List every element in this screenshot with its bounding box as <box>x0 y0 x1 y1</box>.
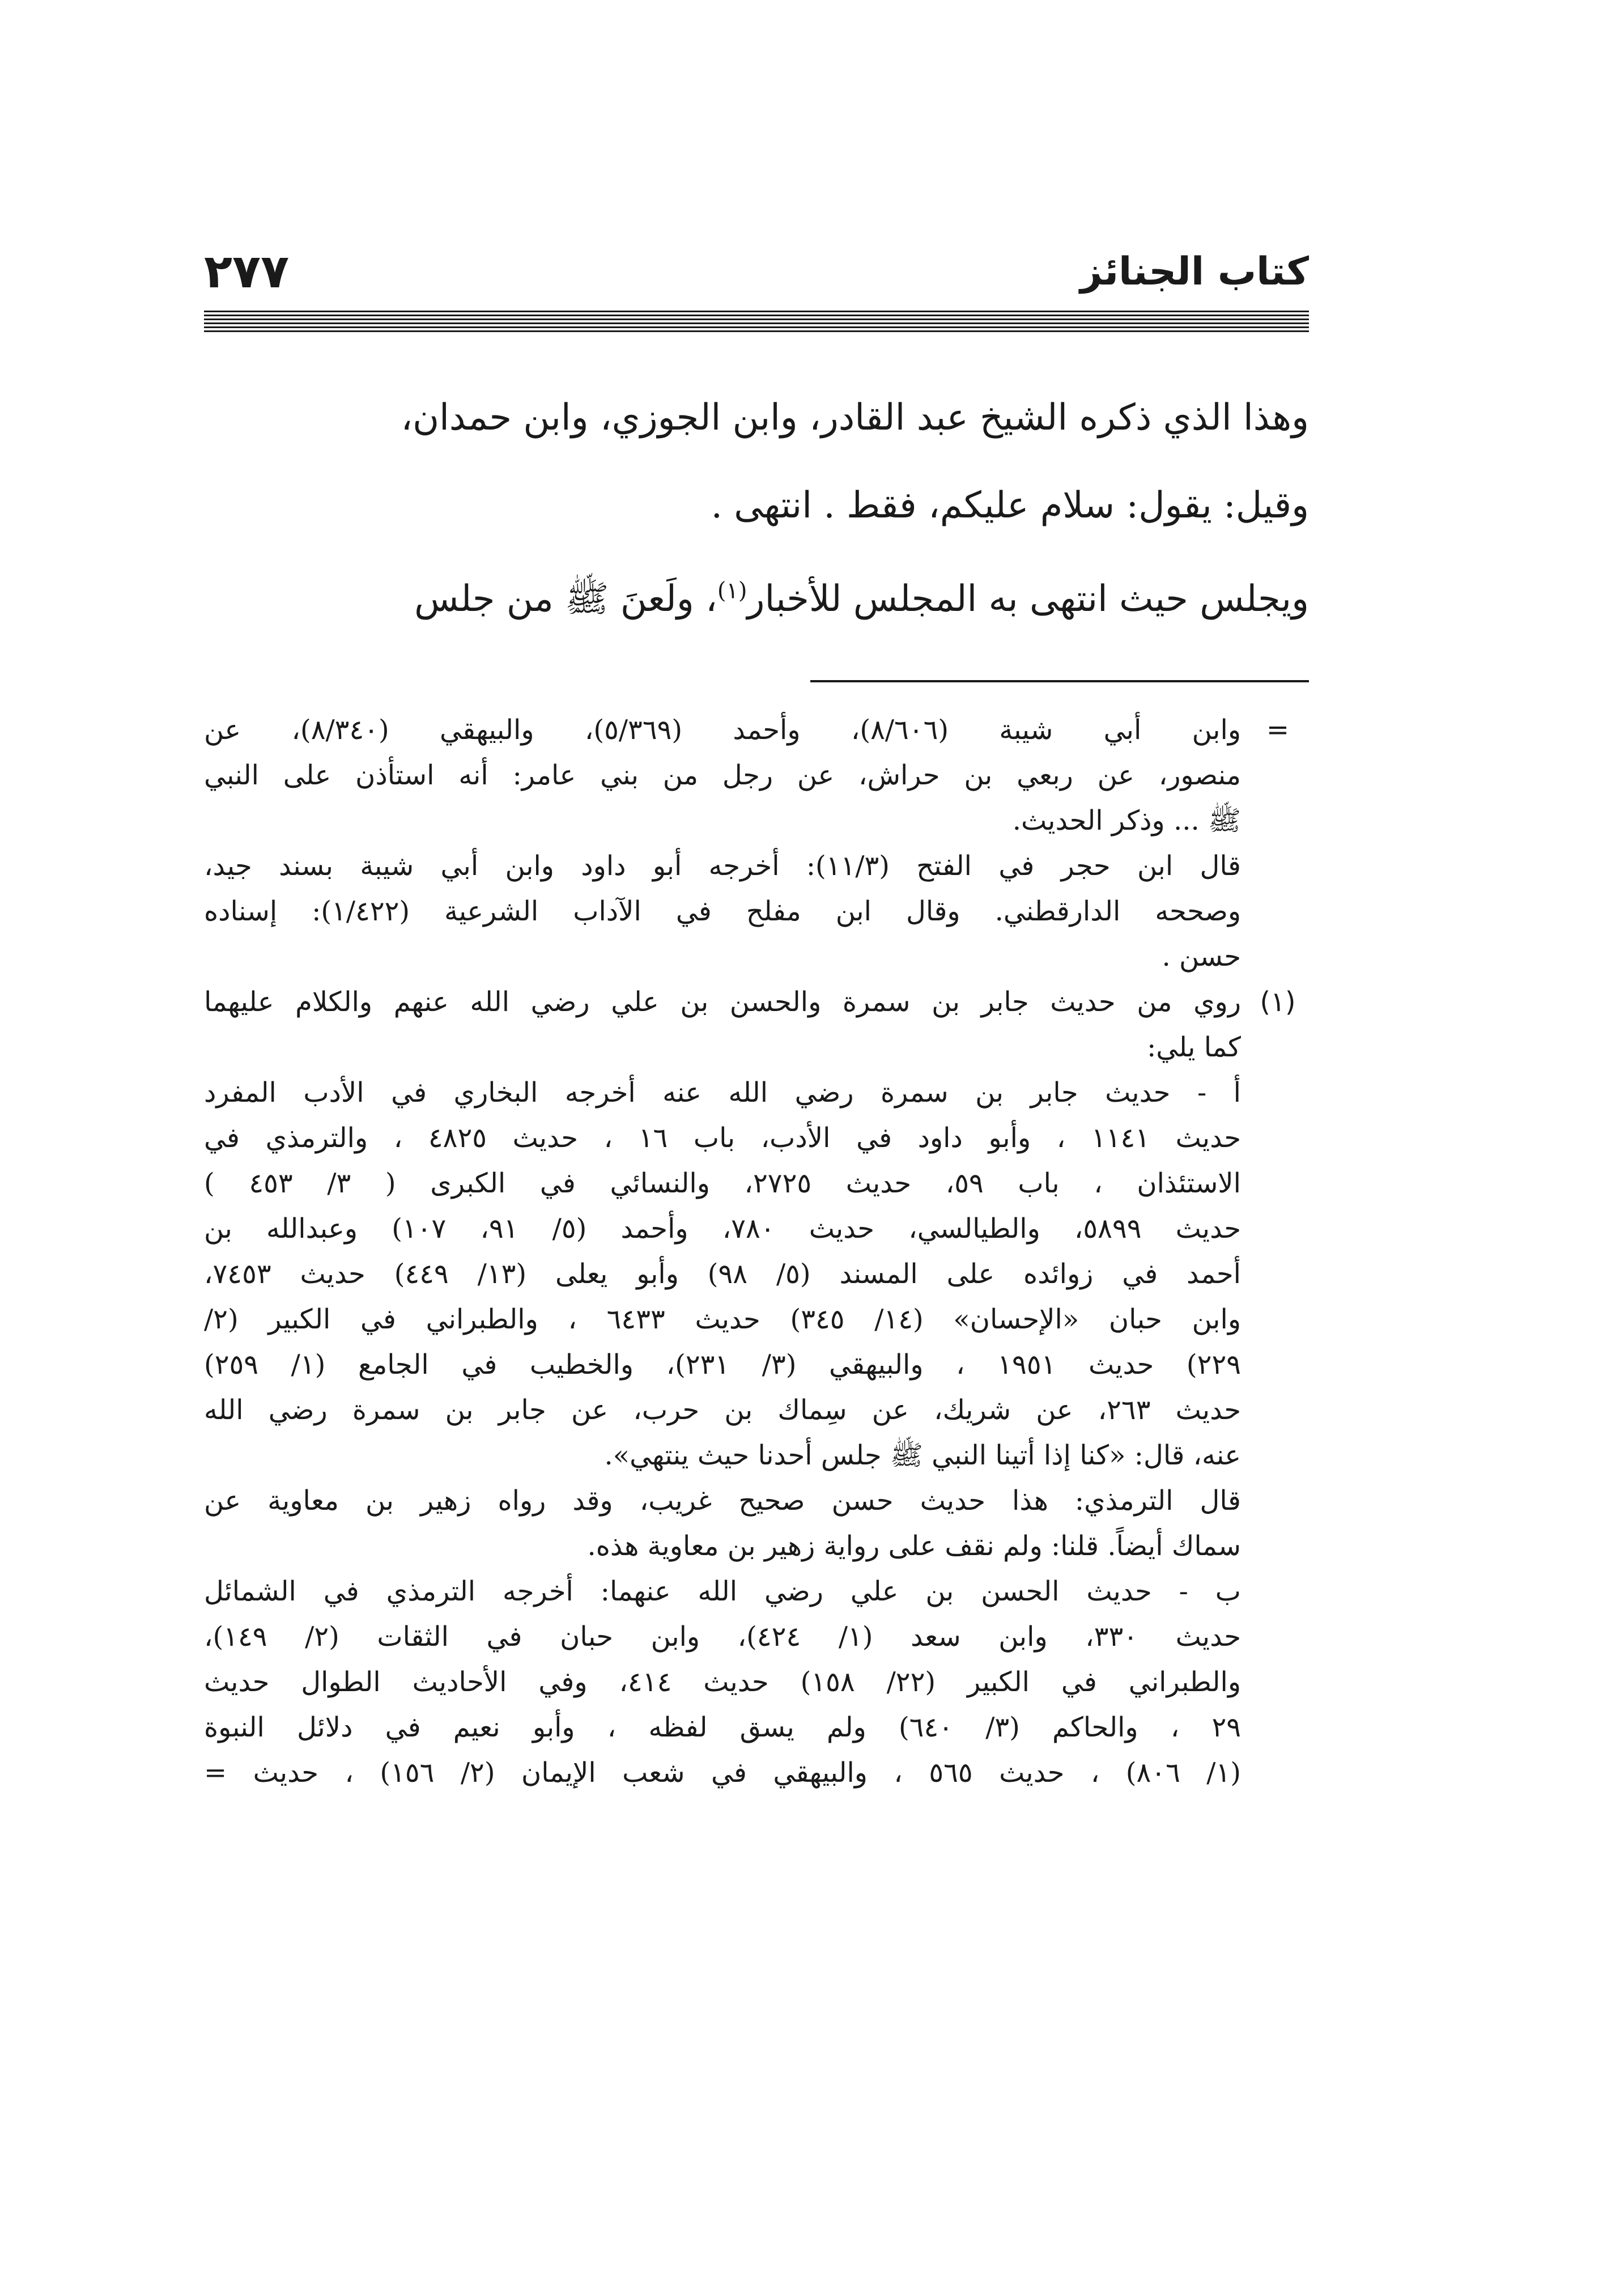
main-text-line-head: ويجلس حيث انتهى به المجلس للأخبار <box>747 578 1309 620</box>
footnote-line: وابن حبان «الإحسان» (١٤/ ٣٤٥) حديث ٦٤٣٣ ، والطبراني في الكبير (٢/ <box>204 1303 1242 1335</box>
footnote-1 <box>204 979 1309 1795</box>
footnote-line: ﷺ ... وذكر الحديث. <box>1012 805 1241 836</box>
footnote-continuation <box>204 707 1309 979</box>
main-text-line: وهذا الذي ذكره الشيخ عبد القادر، وابن الجوزي، وابن حمدان، <box>401 397 1309 439</box>
footnote-line: قال ابن حجر في الفتح (١١/٣): أخرجه أبو داود وابن أبي شيبة بسند جيد، <box>204 850 1242 882</box>
footnote-line: منصور، عن ربعي بن حراش، عن رجل من بني عامر: أنه استأذن على النبي <box>204 759 1241 791</box>
header-rule <box>204 311 1309 333</box>
footnote-line: حديث ٥٨٩٩، والطيالسي، حديث ٧٨٠، وأحمد (٥/ ٩١، ١٠٧) وعبدالله بن <box>204 1213 1242 1245</box>
footnote-line: ٢٩ ، والحاكم (٣/ ٦٤٠) ولم يسق لفظه ، وأبو نعيم في دلائل النبوة <box>204 1712 1242 1743</box>
continuation-marker: = <box>1266 714 1290 746</box>
footnote-line: (١/ ٨٠٦) ، حديث ٥٦٥ ، والبيهقي في شعب الإيمان (٢/ ١٥٦) ، حديث = <box>204 1757 1241 1789</box>
footnote-line: حسن . <box>1162 941 1241 973</box>
footnote-line: قال الترمذي: هذا حديث حسن صحيح غريب، وقد رواه زهير بن معاوية عن <box>204 1485 1241 1517</box>
main-text-line <box>204 555 1309 643</box>
footnote-line: أ - حديث جابر بن سمرة رضي الله عنه أخرجه البخاري في الأدب المفرد <box>204 1077 1241 1109</box>
main-text-line-tail: ، ولَعنَ ﷺ من جلس <box>414 578 717 620</box>
footnote-line: وابن أبي شيبة (٨/٦٠٦)، وأحمد (٥/٣٦٩)، والبيهقي (٨/٣٤٠)، عن <box>204 714 1242 746</box>
footnotes <box>204 707 1309 1795</box>
footnote-line: الاستئذان ، باب ٥٩، حديث ٢٧٢٥، والنسائي في الكبرى ( ٣/ ٤٥٣ ) <box>204 1167 1242 1199</box>
footnote-line: وصححه الدارقطني. وقال ابن مفلح في الآداب الشرعية (١/٤٢٢): إسناده <box>204 895 1242 927</box>
footnote-line: ٢٢٩) حديث ١٩٥١ ، والبيهقي (٣/ ٢٣١)، والخطيب في الجامع (١/ ٢٥٩) <box>204 1349 1242 1381</box>
footnote-line: حديث ٣٣٠، وابن سعد (١/ ٤٢٤)، وابن حبان في الثقات (٢/ ١٤٩)، <box>204 1621 1242 1653</box>
footnote-number: (١) <box>1260 986 1296 1018</box>
page-number: ٢٧٧ <box>204 245 290 299</box>
main-text <box>204 374 1309 643</box>
footnote-line: روي من حديث جابر بن سمرة والحسن بن علي رضي الله عنهم والكلام عليهما <box>204 986 1241 1018</box>
footnote-separator <box>810 680 1309 682</box>
footnote-line: والطبراني في الكبير (٢٢/ ١٥٨) حديث ٤١٤، وفي الأحاديث الطوال حديث <box>204 1666 1241 1698</box>
page-header <box>204 244 1309 300</box>
running-title: كتاب الجنائز <box>1080 249 1309 294</box>
footnote-line: عنه، قال: «كنا إذا أتينا النبي ﷺ جلس أحدنا حيث ينتهي». <box>604 1440 1241 1471</box>
footnote-line: كما يلي: <box>1147 1031 1241 1063</box>
footnote-line: أحمد في زوائده على المسند (٥/ ٩٨) وأبو يعلى (١٣/ ٤٤٩) حديث ٧٤٥٣، <box>204 1258 1241 1290</box>
footnote-line: سماك أيضاً. قلنا: ولم نقف على رواية زهير بن معاوية هذه. <box>587 1530 1241 1562</box>
main-text-line: وقيل: يقول: سلام عليكم، فقط . انتهى . <box>711 485 1309 526</box>
footnote-line: حديث ٢٦٣، عن شريك، عن سِماك بن حرب، عن جابر بن سمرة رضي الله <box>204 1394 1241 1426</box>
footnote-line: حديث ١١٤١ ، وأبو داود في الأدب، باب ١٦ ، حديث ٤٨٢٥ ، والترمذي في <box>204 1122 1242 1154</box>
footnote-reference: (١) <box>717 578 747 604</box>
footnote-line: ب - حديث الحسن بن علي رضي الله عنهما: أخرجه الترمذي في الشمائل <box>204 1576 1241 1607</box>
